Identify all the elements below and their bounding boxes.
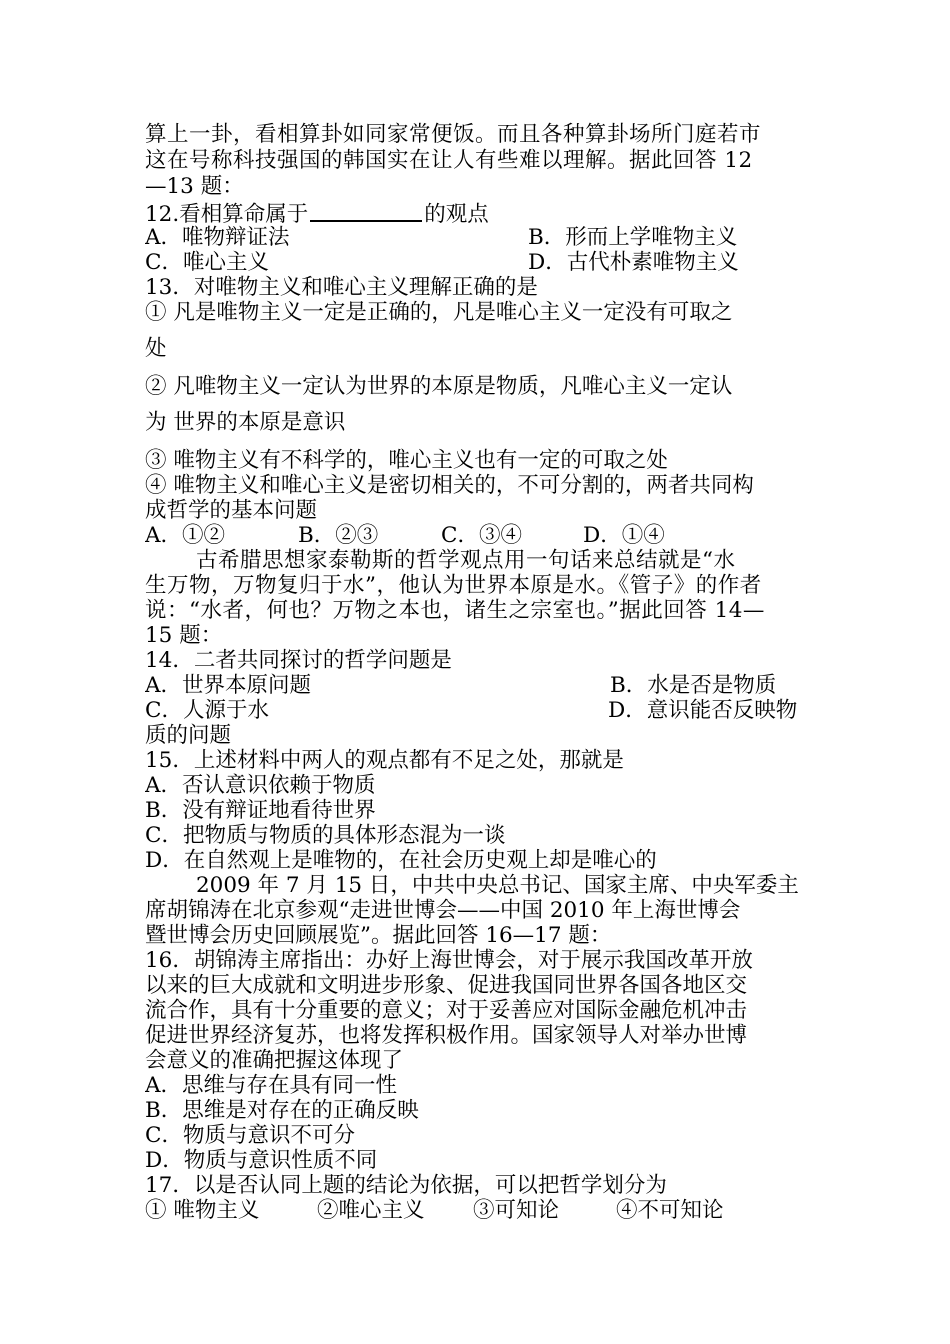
intro1-line2: 这在号称科技强国的韩国实在让人有些难以理解。据此回答 12 bbox=[145, 148, 753, 173]
q15-stem: 15．上述材料中两人的观点都有不足之处，那就是 bbox=[145, 748, 624, 773]
q17-option-1: ① 唯物主义 bbox=[145, 1198, 260, 1223]
q13-stem: 13．对唯物主义和唯心主义理解正确的是 bbox=[145, 275, 538, 300]
q12-option-c: C．唯心主义 bbox=[145, 250, 269, 275]
q16-option-a: A．思维与存在具有同一性 bbox=[145, 1073, 398, 1098]
q13-statement1-line2: 处 bbox=[145, 336, 167, 361]
q16-stem-line5: 会意义的准确把握这体现了 bbox=[145, 1048, 404, 1073]
q15-option-b: B．没有辩证地看待世界 bbox=[145, 798, 376, 823]
q12-options-cd bbox=[145, 250, 810, 276]
q15-option-c: C．把物质与物质的具体形态混为一谈 bbox=[145, 823, 506, 848]
q12-stem bbox=[145, 200, 810, 226]
q14-option-c: C．人源于水 bbox=[145, 698, 269, 723]
intro3-line3: 暨世博会历史回顾展览”。据此回答 16—17 题： bbox=[145, 923, 612, 948]
q14-stem: 14．二者共同探讨的哲学问题是 bbox=[145, 648, 452, 673]
q12-options-ab bbox=[145, 225, 810, 251]
intro3-line2: 席胡锦涛在北京参观“走进世博会——中国 2010 年上海世博会 bbox=[145, 898, 741, 923]
q17-options bbox=[145, 1198, 810, 1224]
intro2-line3: 说：“水者，何也？万物之本也，诸生之宗室也。”据此回答 14— bbox=[145, 598, 765, 623]
q14-option-d-continued: 质的问题 bbox=[145, 723, 232, 748]
q16-stem-line4: 促进世界经济复苏，也将发挥积极作用。国家领导人对举办世博 bbox=[145, 1023, 748, 1048]
q13-option-b: B．②③ bbox=[298, 523, 379, 548]
q13-option-d: D．①④ bbox=[583, 523, 665, 548]
q12-stem-after: 的观点 bbox=[424, 202, 489, 226]
q15-option-a: A．否认意识依赖于物质 bbox=[145, 773, 376, 798]
q13-statement2-line2: 为 世界的本原是意识 bbox=[145, 410, 346, 435]
q13-option-a: A．①② bbox=[145, 523, 226, 548]
q14-options-cd bbox=[145, 698, 810, 724]
q14-options-ab bbox=[145, 673, 810, 699]
q16-option-d: D．物质与意识性质不同 bbox=[145, 1148, 378, 1173]
q13-options bbox=[145, 523, 810, 549]
q13-statement4-line1: ④ 唯物主义和唯心主义是密切相关的，不可分割的，两者共同构 bbox=[145, 473, 754, 498]
q13-statement3: ③ 唯物主义有不科学的，唯心主义也有一定的可取之处 bbox=[145, 448, 668, 473]
intro2-line1: 古希腊思想家泰勒斯的哲学观点用一句话来总结就是“水 bbox=[196, 548, 736, 573]
q13-statement1-line1: ① 凡是唯物主义一定是正确的，凡是唯心主义一定没有可取之 bbox=[145, 300, 733, 325]
q13-statement2-line1: ② 凡唯物主义一定认为世界的本原是物质，凡唯心主义一定认 bbox=[145, 374, 733, 399]
q15-option-d: D．在自然观上是唯物的，在社会历史观上却是唯心的 bbox=[145, 848, 657, 873]
q12-answer-blank bbox=[310, 200, 422, 222]
intro1-line3: —13 题： bbox=[145, 174, 244, 199]
q14-option-d: D．意识能否反映物 bbox=[608, 698, 798, 723]
q16-stem-line2: 以来的巨大成就和文明进步形象、促进我国同世界各国各地区交 bbox=[145, 973, 748, 998]
intro2-line4: 15 题： bbox=[145, 623, 223, 648]
intro1-line1: 算上一卦，看相算卦如同家常便饭。而且各种算卦场所门庭若市 bbox=[145, 122, 762, 147]
q16-stem-line1: 16．胡锦涛主席指出：办好上海世博会，对于展示我国改革开放 bbox=[145, 948, 753, 973]
q14-option-a: A．世界本原问题 bbox=[145, 673, 312, 698]
q13-option-c: C．③④ bbox=[441, 523, 522, 548]
q12-stem-before: 12.看相算命属于 bbox=[145, 202, 309, 226]
q13-statement4-line2: 成哲学的基本问题 bbox=[145, 498, 318, 523]
q16-option-b: B．思维是对存在的正确反映 bbox=[145, 1098, 419, 1123]
q17-stem: 17．以是否认同上题的结论为依据，可以把哲学划分为 bbox=[145, 1173, 667, 1198]
intro2-line2: 生万物，万物复归于水”，他认为世界本原是水。《管子》的作者 bbox=[145, 573, 762, 598]
q17-option-4: ④不可知论 bbox=[616, 1198, 724, 1223]
q12-option-a: A．唯物辩证法 bbox=[145, 225, 290, 250]
q12-option-d: D．古代朴素唯物主义 bbox=[528, 250, 739, 275]
q17-option-2: ②唯心主义 bbox=[317, 1198, 425, 1223]
intro3-line1: 2009 年 7 月 15 日，中共中央总书记、国家主席、中央军委主 bbox=[196, 873, 799, 898]
q16-option-c: C．物质与意识不可分 bbox=[145, 1123, 355, 1148]
q16-stem-line3: 流合作，具有十分重要的意义；对于妥善应对国际金融危机冲击 bbox=[145, 998, 748, 1023]
q17-option-3: ③可知论 bbox=[473, 1198, 560, 1223]
q14-option-b: B．水是否是物质 bbox=[610, 673, 777, 698]
q12-option-b: B．形而上学唯物主义 bbox=[528, 225, 738, 250]
